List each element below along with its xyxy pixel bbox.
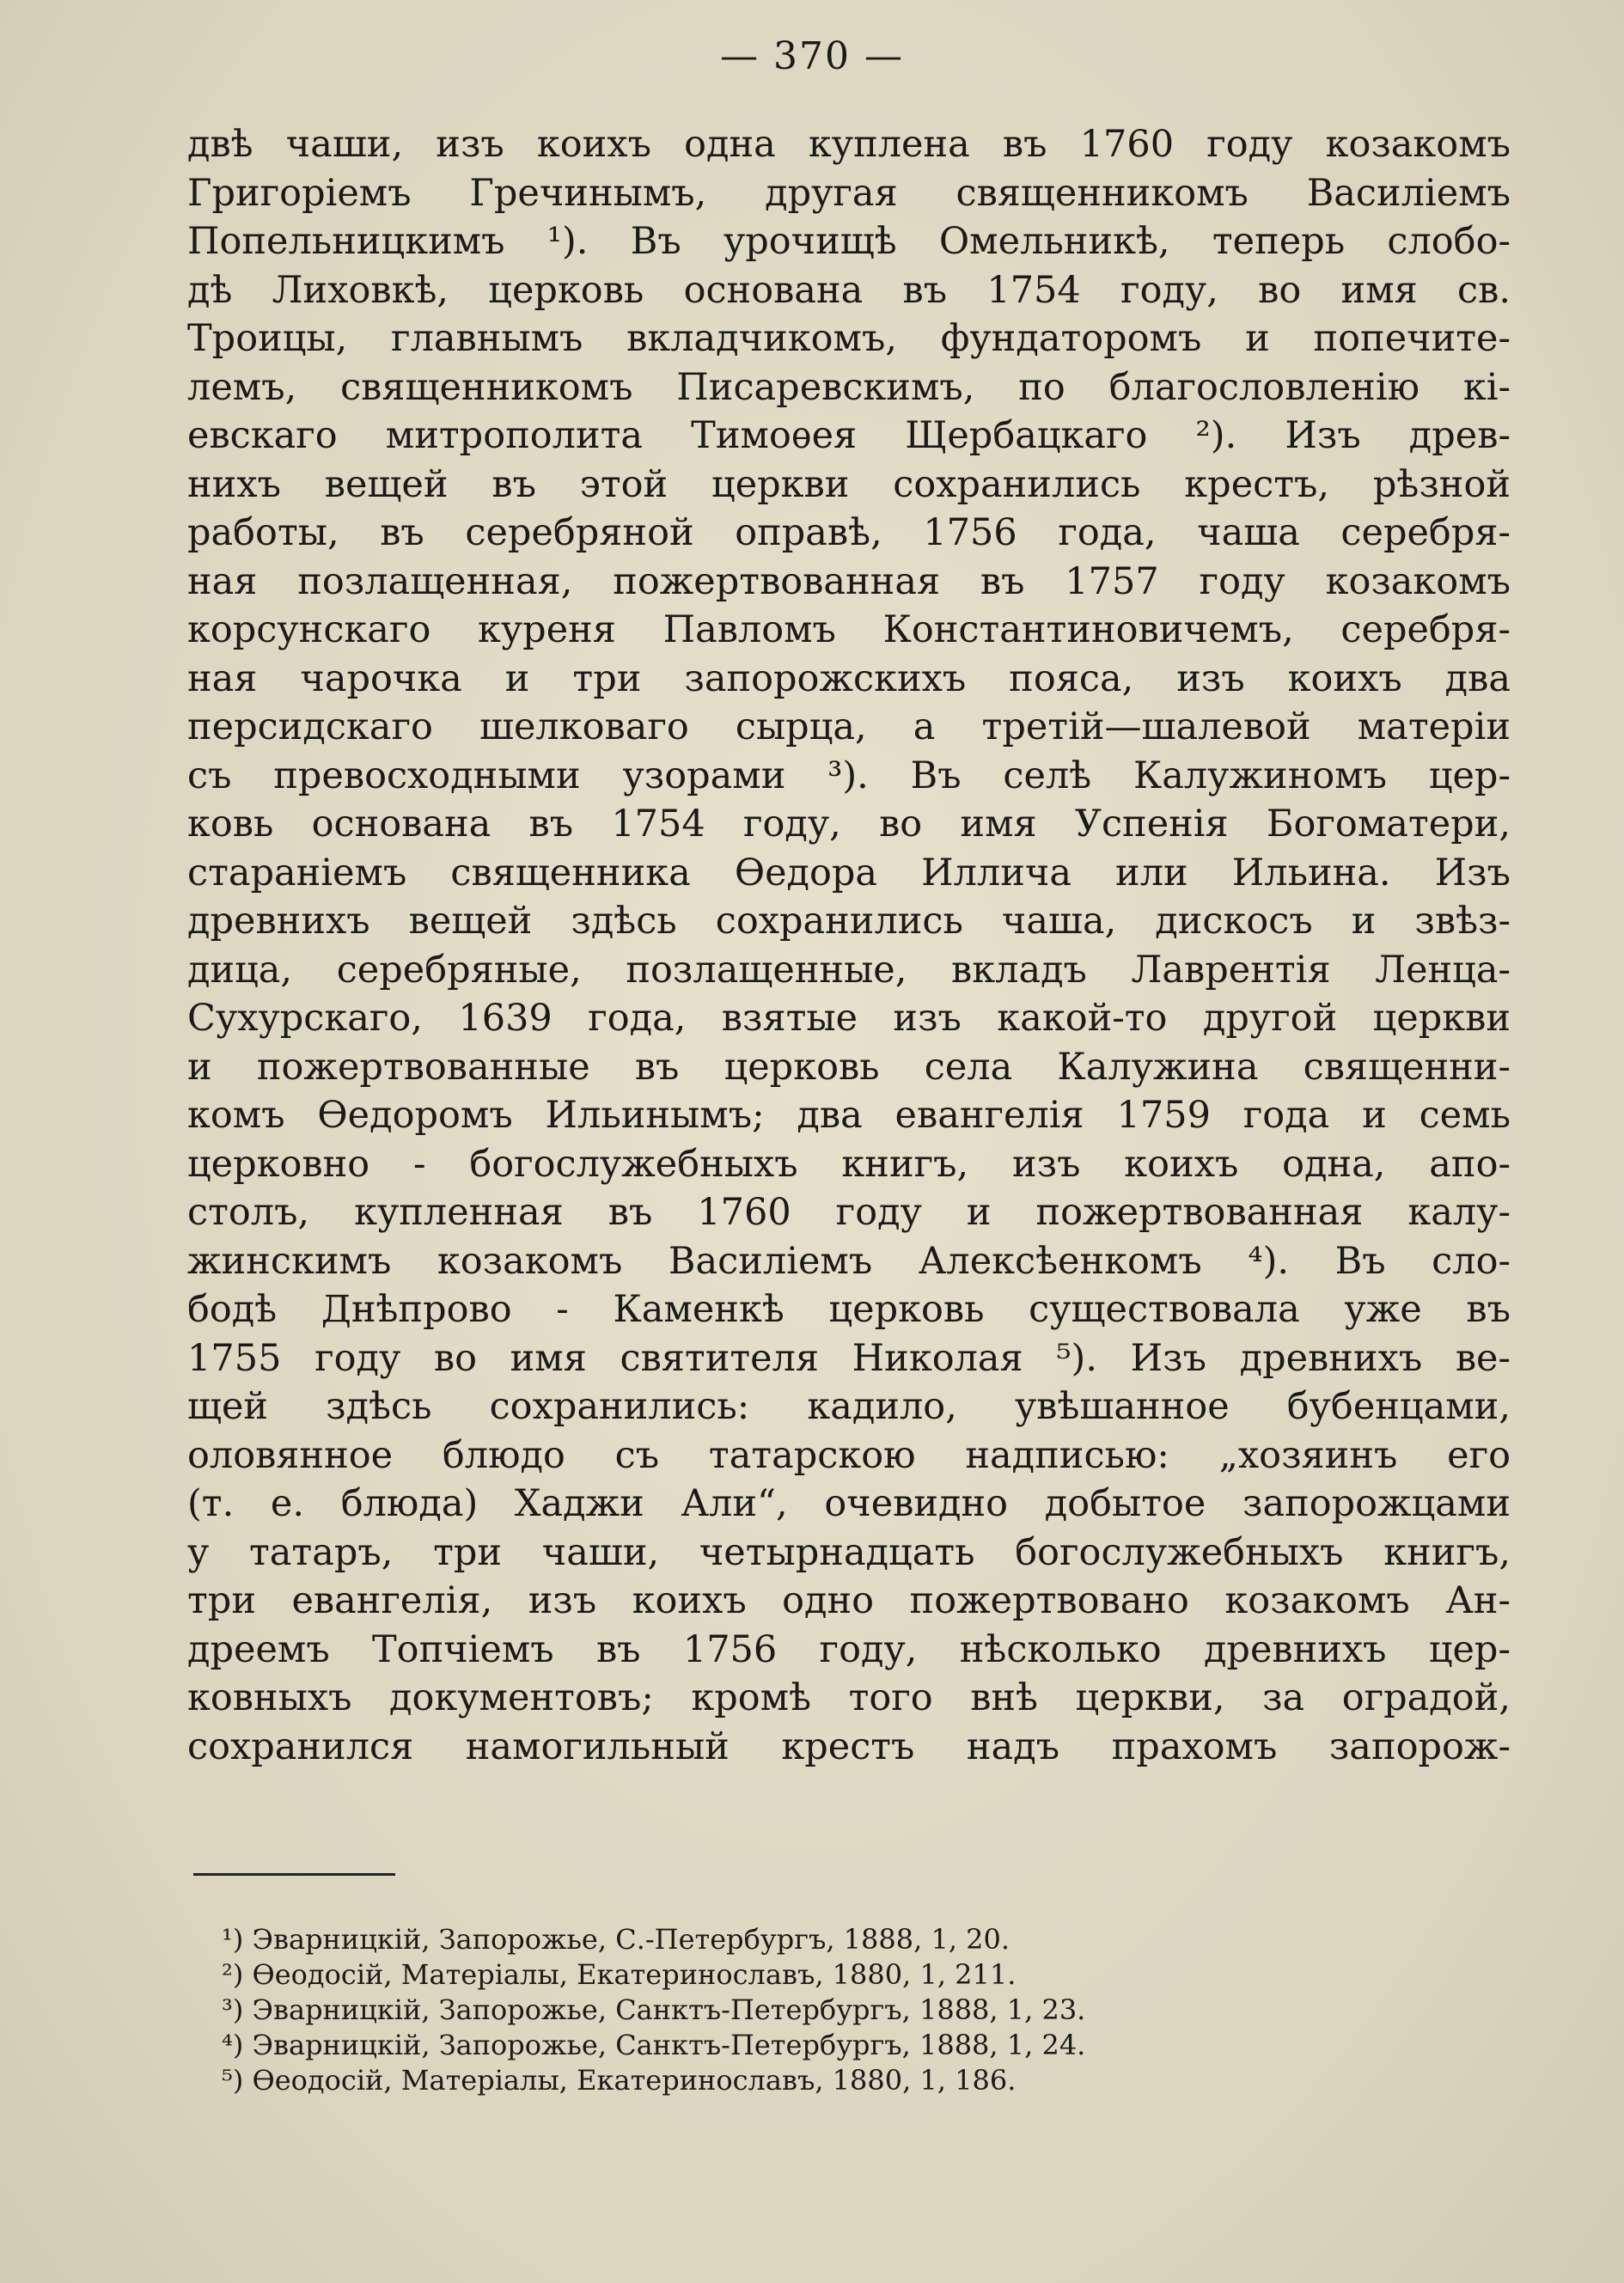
text-line: ковь основана въ 1754 году, во имя Успенія Богоматери, [187, 803, 1511, 845]
text-line: ная позлащенная, пожертвованная въ 1757 году козакомъ [187, 559, 1511, 603]
footnotes [222, 1922, 1339, 2098]
text-line: (т. е. блюда) Хаджи Али“, очевидно добытое запорожцами [187, 1482, 1511, 1525]
text-line: ная чарочка и три запорожскихъ пояса, изъ коихъ два [187, 656, 1511, 700]
text-line: щей здѣсь сохранились: кадило, увѣшанное бубенцами, [187, 1385, 1511, 1428]
text-line: 1755 году во имя святителя Николая ⁵). Изъ древнихъ ве- [187, 1336, 1511, 1380]
text-line: Троицы, главнымъ вкладчикомъ, фундаторомъ и попечите- [187, 317, 1511, 360]
text-line: Григоріемъ Гречинымъ, другая священникомъ Василіемъ [187, 171, 1511, 215]
text-line: евскаго митрополита Тимоѳея Щербацкаго ²). Изъ древ- [187, 414, 1511, 457]
text-line: работы, въ серебряной оправѣ, 1756 года, чаша серебря- [187, 511, 1511, 554]
text-line: и пожертвованные въ церковь села Калужина священни- [187, 1045, 1511, 1089]
text-line: бодѣ Днѣпрово - Каменкѣ церковь существовала уже въ [187, 1288, 1511, 1331]
footnote: ²) Ѳеодосій, Матеріалы, Екатеринославъ, 1880, 1, 211. [222, 1958, 1017, 1991]
body-text [187, 120, 1511, 1771]
text-line: лемъ, священникомъ Писаревскимъ, по благословленію кі- [187, 365, 1511, 409]
text-line: Сухурскаго, 1639 года, взятые изъ какой-то другой церкви [187, 997, 1511, 1040]
text-line: Попельницкимъ ¹). Въ урочищѣ Омельникѣ, теперь слобо- [187, 220, 1511, 263]
text-line: комъ Ѳедоромъ Ильинымъ; два евангелія 1759 года и семь [187, 1094, 1511, 1137]
text-line: сохранился намогильный крестъ надъ прахомъ запорож- [187, 1724, 1511, 1768]
text-line: двѣ чаши, изъ коихъ одна куплена въ 1760 году козакомъ [187, 123, 1511, 166]
text-line: церковно - богослужебныхъ книгъ, изъ коихъ одна, апо- [187, 1142, 1511, 1186]
text-line: столъ, купленная въ 1760 году и пожертвованная калу- [187, 1191, 1511, 1234]
footnote-separator [193, 1873, 395, 1876]
text-line: дѣ Лиховкѣ, церковь основана въ 1754 году, во имя св. [187, 268, 1511, 312]
text-line: жинскимъ козакомъ Василіемъ Алексѣенкомъ ⁴). Въ сло- [187, 1239, 1511, 1283]
footnote: ³) Эварницкій, Запорожье, Санктъ-Петербургъ, 1888, 1, 23. [222, 1993, 1086, 2026]
text-line: три евангелія, изъ коихъ одно пожертвовано козакомъ Ан- [187, 1579, 1511, 1622]
text-line: съ превосходными узорами ³). Въ селѣ Калужиномъ цер- [187, 754, 1511, 797]
text-line: у татаръ, три чаши, четырнадцать богослужебныхъ книгъ, [187, 1530, 1511, 1574]
text-line: дица, серебряные, позлащенные, вкладъ Лаврентія Ленца- [187, 948, 1511, 992]
text-line: корсунскаго куреня Павломъ Константиновичемъ, серебря- [187, 608, 1511, 651]
page-number: — 370 — [720, 34, 904, 78]
footnote: ⁵) Ѳеодосій, Матеріалы, Екатеринославъ, 1880, 1, 186. [222, 2064, 1017, 2097]
text-line: персидскаго шелковаго сырца, а третій—шалевой матеріи [187, 705, 1511, 748]
footnote: ¹) Эварницкій, Запорожье, С.-Петербургъ, 1888, 1, 20. [222, 1923, 1010, 1956]
text-line: ковныхъ документовъ; кромѣ того внѣ церкви, за оградой, [187, 1676, 1511, 1719]
text-line: стараніемъ священника Ѳедора Иллича или Ильина. Изъ [187, 851, 1511, 894]
footnote: ⁴) Эварницкій, Запорожье, Санктъ-Петербургъ, 1888, 1, 24. [222, 2029, 1086, 2061]
text-line: нихъ вещей въ этой церкви сохранились крестъ, рѣзной [187, 462, 1511, 506]
text-line: древнихъ вещей здѣсь сохранились чаша, дискосъ и звѣз- [187, 900, 1511, 943]
text-line: дреемъ Топчіемъ въ 1756 году, нѣсколько древнихъ цер- [187, 1627, 1511, 1671]
text-line: оловянное блюдо съ татарскою надписью: „хозяинъ его [187, 1433, 1511, 1477]
